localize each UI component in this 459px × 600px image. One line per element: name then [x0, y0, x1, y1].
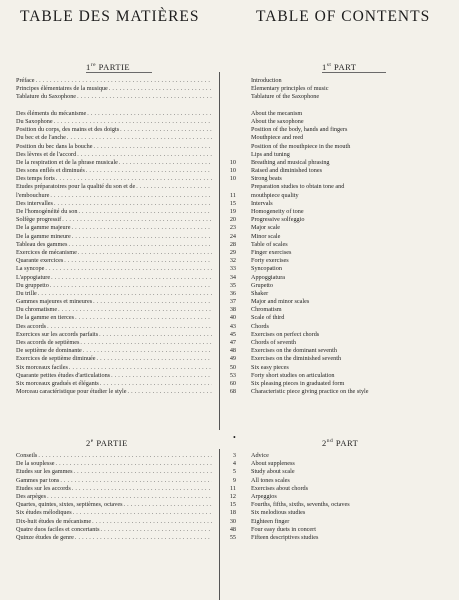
toc-entry-fr [16, 224, 212, 232]
toc-entry-fr [16, 380, 212, 388]
toc-page-number [220, 143, 236, 151]
toc-entry-fr [16, 167, 212, 175]
toc-entry-fr [16, 241, 212, 249]
toc-entry-en: Homogeneity of tone [251, 208, 304, 215]
toc-page-number [220, 151, 236, 159]
toc-page-number: 60 [229, 379, 236, 387]
toc-entry-fr [16, 518, 212, 526]
toc-entry-fr [16, 159, 212, 167]
toc-entry-fr-label: Préface [16, 77, 35, 84]
toc-entry-en: Table of scales [251, 240, 288, 248]
toc-entry-fr-label: Exercices sur les accords parfaits [16, 330, 99, 338]
toc-entry-en: Characteristic piece giving practice on the style [251, 388, 369, 396]
toc-entry-fr [16, 183, 212, 191]
toc-entry-fr-label: Du Saxophone [16, 117, 53, 125]
toc-page-number: 45 [229, 330, 236, 338]
toc-page-number: 35 [229, 281, 236, 289]
toc-entry-fr-label: Conseils [16, 452, 38, 459]
toc-entry-en: Appoggiatura [251, 273, 286, 281]
toc-entry-fr-label: Tablature du Saxophone [16, 93, 77, 101]
toc-page-number [220, 134, 236, 142]
toc-entry-en: Position of the mouthpiece in the mouth [251, 142, 351, 150]
toc-entry-fr-label: De la gamme majeure [16, 224, 71, 232]
part1-rule-en [322, 72, 386, 73]
toc-entry-fr-label: Position du corps, des mains et des doigts [16, 126, 120, 134]
toc-entry-en: Position of the body, hands and fingers [251, 126, 348, 134]
toc-page-number: 50 [229, 363, 236, 371]
toc-page-number: 24 [229, 232, 236, 240]
toc-page-number: 48 [229, 347, 236, 355]
toc-entry-en: Mouthpiece and reed [251, 134, 304, 142]
toc-page-number: 18 [229, 509, 236, 517]
toc-entry-fr-label: Solfège progressif [16, 216, 62, 224]
toc-page-number: 43 [229, 322, 236, 330]
toc-entry-fr-label: Des lèvres et de l'accord [16, 150, 77, 158]
toc-entry-fr [16, 282, 212, 290]
toc-entry-fr-label: De l'homogénéité du son [16, 208, 78, 215]
toc-entry-fr [16, 77, 212, 85]
toc-page-number [220, 126, 236, 134]
toc-entry-fr [16, 509, 212, 517]
toc-entry-en: Grupetto [251, 281, 273, 289]
toc-entry-fr-label: Quarante exercices [16, 257, 64, 265]
table-des-matieres-heading: TABLE DES MATIÈRES [20, 8, 200, 25]
toc-entry-en: Breathing and musical phrasing [251, 158, 330, 166]
toc-entry-en: Shaker [251, 289, 269, 297]
toc-entry-en: Eighteen finger [251, 517, 290, 525]
toc-page-number: 37 [229, 298, 236, 306]
toc-entry-en: About the mecanism [251, 109, 303, 117]
part1-label-en: 1st PART [322, 62, 357, 72]
toc-entry-fr [16, 175, 212, 183]
toc-entry-fr [16, 200, 212, 208]
toc-entry-en: Intervals [251, 199, 273, 207]
toc-entry-fr [16, 355, 212, 363]
toc-entry-fr-label: De la souplesse [16, 460, 55, 468]
toc-entry-fr-label: Gammes majeures et mineures [16, 298, 93, 306]
toc-entry-fr-label: Du gruppetto [16, 281, 49, 289]
toc-entry-fr-label: Quartes, quintes, sixtes, septièmes, octaves [16, 501, 123, 509]
toc-page-number: 29 [229, 248, 236, 256]
toc-entry-fr-label: l'embouchure [16, 191, 50, 199]
toc-entry-fr [16, 265, 212, 273]
toc-entry-fr [16, 323, 212, 331]
toc-page-number: 33 [229, 265, 236, 273]
toc-entry-en: Exercises about chords [251, 484, 309, 492]
toc-page-number [220, 118, 236, 126]
toc-entry-en: Fourths, fifths, sixths, sevenths, octaves [251, 501, 350, 509]
toc-page-number: 3 [232, 452, 236, 459]
toc-entry-fr-label: Principes élémentaires de la musique [16, 85, 108, 93]
toc-page-number [220, 85, 236, 93]
toc-page-number: 36 [229, 289, 236, 297]
separator-mark: • [233, 433, 236, 442]
toc-entry-fr [16, 331, 212, 339]
toc-entry-fr [16, 452, 212, 460]
toc-entry-en: Introduction [251, 77, 282, 84]
toc-entry-fr [16, 208, 212, 216]
toc-entry-en: Exercises on the diminished seventh [251, 355, 342, 363]
toc-entry-fr-label: Position du bec dans la bouche [16, 142, 93, 150]
toc-entry-fr-label: De la respiration et de la phrase musicale [16, 158, 118, 166]
toc-entry-fr-label: Des intervalles [16, 199, 53, 207]
toc-entry-en: Fifteen descriptives studies [251, 533, 319, 541]
part1-page-numbers [220, 77, 236, 396]
toc-page-number: 23 [229, 224, 236, 232]
toc-entry-en: Progressive solfeggio [251, 216, 305, 224]
toc-entry-en: Major and minor scales [251, 298, 310, 306]
part2-label-fr: 2e PARTIE [86, 438, 128, 448]
part2-french-list [16, 452, 212, 542]
toc-page-number: 10 [229, 175, 236, 183]
part1-rule-fr [86, 72, 152, 73]
toc-entry-fr-label: Du trille [16, 289, 37, 297]
part2-label-en: 2nd PART [322, 438, 359, 448]
toc-entry-fr [16, 93, 212, 101]
toc-entry-fr [16, 151, 212, 159]
toc-entry-fr-label: Etudes sur les gammes [16, 468, 73, 476]
toc-page-number: 19 [229, 208, 236, 215]
toc-page-number: 10 [229, 167, 236, 175]
toc-entry-en: Scale of third [251, 314, 285, 322]
toc-entry-fr-label: La syncope [16, 265, 45, 273]
toc-entry-fr [16, 118, 212, 126]
toc-entry-fr [16, 298, 212, 306]
toc-entry-fr-label: Six morceaux gradués et élégants [16, 379, 99, 387]
toc-page-number: 48 [229, 525, 236, 533]
toc-page-number: 28 [229, 240, 236, 248]
toc-entry-en: Preparation studies to obtain tone and [251, 183, 345, 191]
toc-entry-en: Tablature of the Saxophone [251, 93, 320, 101]
toc-entry-en: Forty exercises [251, 257, 289, 265]
toc-entry-fr-label: Quinze études de genre [16, 533, 74, 541]
toc-page-number: 32 [229, 257, 236, 265]
part1-label-fr: 1re PARTIE [86, 62, 131, 72]
toc-page-number: 12 [229, 492, 236, 500]
toc-entry-en: All tones scales [251, 476, 290, 484]
toc-entry-fr [16, 134, 212, 142]
toc-entry-fr-label: De septième de dominante [16, 347, 82, 355]
toc-entry-fr-label: Des sons enflés et diminués [16, 167, 85, 175]
toc-page-number: 11 [230, 484, 236, 492]
toc-page-number: 11 [230, 191, 236, 199]
toc-entry-fr [16, 290, 212, 298]
toc-entry-fr [16, 257, 212, 265]
toc-entry-fr-label: Six études mélodiques [16, 509, 72, 517]
toc-entry-en: Raised and diminished tones [251, 167, 322, 175]
toc-entry-en: Six pleasing pieces in graduated form [251, 379, 345, 387]
part2-page-numbers [220, 452, 236, 542]
toc-entry-fr-label: Des accords de septièmes [16, 339, 80, 346]
toc-entry-fr [16, 388, 212, 396]
part1-french-list [16, 77, 212, 396]
toc-entry-en: Syncopation [251, 265, 282, 273]
toc-entry-en: Six melodious studies [251, 509, 306, 517]
toc-entry-fr [16, 110, 212, 118]
toc-entry-en: Strong beats [251, 175, 282, 183]
toc-entry-fr-label: Tableau des gammes [16, 240, 68, 248]
toc-entry-fr [16, 249, 212, 257]
toc-entry-fr-label: Des accords [16, 322, 47, 330]
toc-entry-en: Finger exercises [251, 248, 292, 256]
table-of-contents-heading: TABLE OF CONTENTS [256, 8, 431, 25]
toc-entry-en: About suppleness [251, 460, 295, 468]
toc-page-number [220, 77, 236, 85]
toc-entry-fr-label: Dix-huit études de mécanisme [16, 517, 92, 525]
toc-entry-fr [16, 306, 212, 314]
toc-entry-fr [16, 126, 212, 134]
toc-entry-fr [16, 192, 212, 200]
toc-entry-fr-label: De la gamme en tierces [16, 314, 75, 322]
toc-entry-en: Chords [251, 322, 269, 330]
toc-entry-fr-label: Des éléments du mécanisme [16, 109, 87, 117]
toc-entry-fr [16, 216, 212, 224]
toc-entry-fr-label: L'appogiature [16, 273, 51, 281]
toc-page-number [220, 110, 236, 118]
toc-entry-fr [16, 347, 212, 355]
toc-page-number: 5 [232, 468, 236, 476]
toc-entry-en: Chromatism [251, 306, 282, 314]
toc-entry-en [251, 102, 451, 110]
toc-entry-fr [16, 143, 212, 151]
toc-entry-fr-label: Des temps forts [16, 175, 55, 183]
toc-page-number: 30 [229, 517, 236, 525]
toc-page-number: 55 [229, 533, 236, 541]
toc-entry-fr [16, 501, 212, 509]
toc-entry-fr [16, 85, 212, 93]
toc-entry-fr [16, 534, 212, 542]
toc-entry-fr-label: Exercices de mécanisme [16, 248, 77, 256]
toc-entry-en: Elementary principles of music [251, 85, 329, 93]
toc-entry-en: Arpeggios [251, 492, 277, 500]
toc-entry-fr-label: Six morceaux faciles [16, 363, 68, 371]
toc-page-number: 34 [229, 273, 236, 281]
toc-entry-fr-label: Morceau caractéristique pour étudier le style [16, 388, 127, 396]
toc-entry-fr [16, 526, 212, 534]
toc-entry-fr [16, 314, 212, 322]
toc-page-number: 47 [229, 339, 236, 346]
toc-entry-fr-label: Exercices de septième diminuée [16, 355, 96, 363]
toc-page-number [220, 183, 236, 191]
toc-entry-fr [16, 233, 212, 241]
toc-page-number: 49 [229, 355, 236, 363]
toc-entry-fr [16, 339, 212, 347]
toc-entry-fr [16, 468, 212, 476]
toc-page-number [220, 102, 236, 110]
toc-page-number: 40 [229, 314, 236, 322]
toc-entry-fr [16, 274, 212, 282]
part2-english-list [251, 452, 451, 542]
toc-page-number: 4 [232, 460, 236, 468]
toc-page-number: 10 [229, 158, 236, 166]
toc-entry-en: Exercises on the dominant seventh [251, 347, 337, 355]
toc-entry-en: Four easy duets in concert [251, 525, 316, 533]
toc-entry-fr-label: Du chromatisme [16, 306, 58, 314]
toc-page-number: 68 [229, 388, 236, 396]
toc-entry-fr [16, 477, 212, 485]
toc-entry-en: Six easy pieces [251, 363, 289, 371]
toc-entry-en: Lips and tuning [251, 150, 290, 158]
toc-entry-en: mouthpiece quality [251, 191, 299, 199]
toc-entry-fr-label: Du bec et de l'anche [16, 134, 66, 142]
toc-entry-fr [16, 485, 212, 493]
toc-entry-fr-label: Des arpèges [16, 492, 47, 500]
toc-entry-fr-label: De la gamme mineure [16, 232, 71, 240]
toc-entry-fr-label: Quarante petites études d'articulations [16, 371, 111, 379]
toc-entry-en: Major scale [251, 224, 281, 232]
toc-page-number: 9 [232, 476, 236, 484]
toc-entry-en: Chords of seventh [251, 339, 297, 346]
toc-entry-en: About the saxophone [251, 117, 304, 125]
toc-page-number: 53 [229, 371, 236, 379]
toc-entry-en: Advice [251, 452, 269, 459]
toc-entry-fr [16, 364, 212, 372]
toc-entry-en: Study about scale [251, 468, 295, 476]
toc-entry-fr-label: Quatre duos faciles et concertants [16, 525, 100, 533]
toc-page-number [220, 93, 236, 101]
toc-page-number: 15 [229, 501, 236, 509]
toc-entry-fr-label: Gammes par tons [16, 476, 60, 484]
toc-page-number: 20 [229, 216, 236, 224]
toc-entry-fr [16, 493, 212, 501]
toc-entry-fr-label: Etudes préparatoires pour la qualité du son et de [16, 183, 136, 191]
toc-entry-en: Minor scale [251, 232, 281, 240]
toc-page-number: 15 [229, 199, 236, 207]
toc-entry-en: Exercises on perfect chords [251, 330, 320, 338]
toc-page-number: 38 [229, 306, 236, 314]
toc-entry-fr [16, 460, 212, 468]
toc-entry-fr [16, 372, 212, 380]
part1-english-list [251, 77, 451, 396]
toc-entry-en: Forty short studies on articulation [251, 371, 335, 379]
toc-entry-fr-label: Etudes sur les accords [16, 484, 71, 492]
